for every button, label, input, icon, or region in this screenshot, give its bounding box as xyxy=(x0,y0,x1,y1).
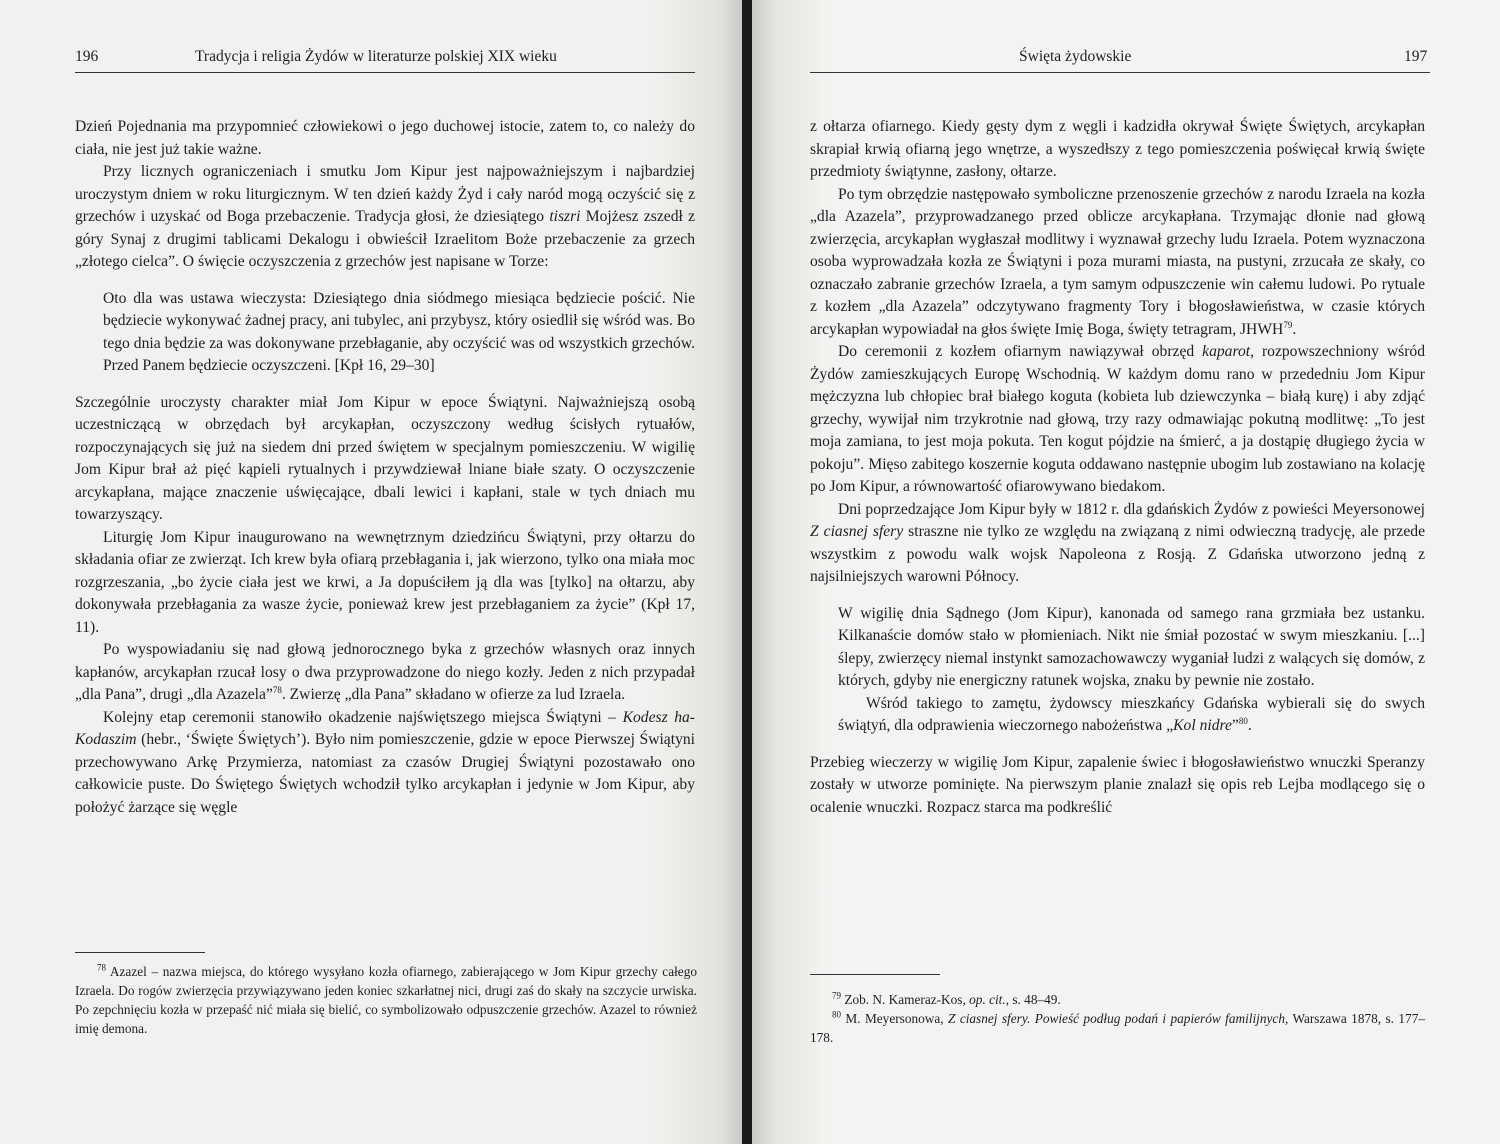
paragraph-text: Po wyspowiadaniu się nad głową jednorocznego byka z grzechów własnych oraz innych kapłanów, arcykapłan rzucał losy o dwa przyprowadzone do niego kozły. Jeden z nich przypadał „dla Pana”, drugi „dla Azazela” xyxy=(75,641,695,703)
italic-term: op. cit. xyxy=(969,992,1006,1007)
italic-term: kaparot xyxy=(1202,343,1251,360)
book-gutter xyxy=(742,0,752,1144)
right-body-text xyxy=(810,116,1425,819)
italic-term: Kol nidre xyxy=(1173,717,1232,734)
paragraph-text: . Zwierzę „dla Pana” składano w ofierze za lud Izraela. xyxy=(281,686,626,703)
footnote-rule-left xyxy=(75,952,205,953)
paragraph: Liturgię Jom Kipur inaugurowano na wewnętrznym dziedzińcu Świątyni, przy ołtarzu do składania ofiar ze zwierząt. Ich krew była ofiarą przebłagania i, jak wierzono, tylko ona miała moc rozgrzeszania, „bo życie ciała jest we krwi, a Ja dopuściłem ją dla was [tylko] na ołtarzu, aby dokonywała przebłagania za wasze życie, ponieważ krew jest przebłaganiem za życie” (Kpł 17, 11). xyxy=(75,528,695,636)
footnote-80 xyxy=(810,1009,1425,1047)
footnote-text: , s. 48–49. xyxy=(1005,992,1061,1007)
paragraph: Dzień Pojednania ma przypomnieć człowiekowi o jego duchowej istocie, zatem to, co należy do ciała, nie jest już takie ważne. xyxy=(75,118,695,158)
quote-paragraph: W wigilię dnia Sądnego (Jom Kipur), kanonada od samego rana grzmiała bez ustanku. Kilkanaście domów stało w płomieniach. Nikt nie śmiał pozostać w swym mieszkaniu. [...] ślepy, zwierzęcy niemal instynkt samozachowawczy wyganiał ludzi z walących się domów, z których, gdyby nie energiczny ratunek wojska, znaku by pewnie nie zostało. xyxy=(838,604,1425,689)
header-rule-left xyxy=(75,72,695,73)
right-page xyxy=(752,0,1500,1144)
footnote-number: 78 xyxy=(97,962,106,973)
footnote-rule-right xyxy=(810,974,940,975)
footnote-79 xyxy=(810,990,1425,1009)
left-body-text xyxy=(75,116,695,819)
footnote-78 xyxy=(75,962,697,1038)
quote-text: Wśród takiego to zamętu, żydowscy mieszkańcy Gdańska wybierali się do swych świątyń, dla odprawienia wieczornego nabożeństwa „ xyxy=(838,694,1425,734)
book-title: Z ciasnej sfery xyxy=(810,523,904,540)
italic-term: tiszri xyxy=(549,208,581,225)
running-title-left: Tradycja i religia Żydów w literaturze polskiej XIX wieku xyxy=(195,48,557,65)
running-title-right: Święta żydowskie xyxy=(1019,48,1132,65)
quote-text: . xyxy=(1247,717,1252,734)
paragraph xyxy=(810,499,1425,589)
paragraph-text: Do ceremonii z kozłem ofiarnym nawiązywał obrzęd xyxy=(838,343,1203,360)
quote-paragraph xyxy=(838,693,1425,738)
italic-term: Kodesz ha-Kodaszim xyxy=(75,708,695,748)
book-title: Z ciasnej sfery. Powieść podług podań i papierów familijnych xyxy=(948,1011,1285,1026)
left-page xyxy=(0,0,742,1144)
paragraph xyxy=(75,707,695,820)
footnotes-left xyxy=(75,962,697,1038)
paragraph xyxy=(810,341,1425,499)
paragraph xyxy=(75,161,695,274)
footnote-number: 79 xyxy=(832,990,841,1001)
paragraph-text: Przy licznych ograniczeniach i smutku Jom Kipur jest najpoważniejszym i najbardziej uroczystym dniem w roku liturgicznym. W ten dzień każdy Żyd i cały naród mogą oczyścić się z grzechów i uzyskać od Boga przebaczenie. Tradycja głosi, że dziesiątego tiszri Mojżesz zszedł z góry Synaj z drugimi tablicami Dekalogu i obwieścił Izraelitom Boże przebaczenie za grzech „złotego cielca”. O święcie oczyszczenia z grzechów jest napisane w Torze: xyxy=(75,163,695,270)
paragraph: Szczególnie uroczysty charakter miał Jom Kipur w epoce Świątyni. Najważniejszą osobą uczestniczącą w obrzędach był arcykapłan, oczyszczony według ścisłych rytuałów, rozpoczynających się już na siedem dni przed świętem w specjalnym pomieszczeniu. W wigilię Jom Kipur brał aż pięć kąpieli rytualnych i przywdziewał lniane białe szaty. O oczyszczenie arcykapłana, mające znaczenie uświęcające, dbali lewici i kapłani, stale w tych dniach mu towarzyszący. xyxy=(75,393,695,523)
paragraph: Przebieg wieczerzy w wigilię Jom Kipur, zapalenie świec i błogosławieństwo wnuczki Speranzy zostały w utworze pominięte. Na pierwszym planie znalazł się opis reb Lejba modlącego się o ocalenie wnuczki. Rozpacz starca ma podkreślić xyxy=(810,753,1425,816)
block-quote: Oto dla was ustawa wieczysta: Dziesiątego dnia siódmego miesiąca będziecie pościć. Nie będziecie wykonywać żadnej pracy, ani tubylec, ani przybysz, który osiedlił się wśród was. Bo tego dnia będzie za was dokonywane przebłaganie, aby oczyścić was od wszystkich grzechów. Przed Panem będziecie oczyszczeni. [Kpł 16, 29–30] xyxy=(103,289,695,374)
paragraph-text: , rozpowszechniony wśród Żydów zamieszkujących Europę Wschodnią. W każdym domu rano w przededniu Jom Kipur mężczyzna lub chłopiec brał białego koguta (kobieta lub dziewczynka – białą kurę) i aby zdjąć grzechy, wywijał nim trzykrotnie nad głową, trzy razy odmawiając pokutną modlitwę: „To jest moja zamiana, to jest moja pokuta. Ten kogut pójdzie na śmierć, a ja dostąpię długiego życia w pokoju”. Mięso zabitego koszernie koguta oddawano następnie ubogim lub zostawiano na kolację po Jom Kipur, a równowartość ofiarowywano biedakom. xyxy=(810,343,1425,495)
footnotes-right xyxy=(810,990,1425,1047)
page-number-right: 197 xyxy=(1404,48,1428,65)
footnote-ref-79[interactable]: 79 xyxy=(1283,319,1293,330)
paragraph-text: (hebr., ‘Święte Świętych’). Było nim pomieszczenie, gdzie w epoce Pierwszej Świątyni przechowywano Arkę Przymierza, natomiast za czasów Drugiej Świątyni pozostawało ono całkowicie puste. Do Świętego Świętych wchodził tylko arcykapłan i jedynie w Jom Kipur, aby położyć żarzące się węgle xyxy=(75,731,695,816)
footnote-text: M. Meyersonowa, xyxy=(845,1011,949,1026)
footnote-text: Zob. N. Kameraz-Kos, xyxy=(844,992,970,1007)
paragraph-text: Kolejny etap ceremonii stanowiło okadzenie najświętszego miejsca Świątyni – xyxy=(103,708,623,726)
paragraph: Po tym obrzędzie następowało symboliczne przenoszenie grzechów z narodu Izraela na kozła „dla Azazela”, przyprowadzanego przed oblicze arcykapłana. Trzymając dłonie nad głową zwierzęcia, arcykapłan wygłaszał modlitwy i wyznawał grzechy ludu Izraela. Potem wyznaczona osoba wyprowadzała kozła ze Świątyni i poza murami miasta, na pustyni, zrzucała ze skały, co oznaczało zabranie grzechów Izraela, a tym samym odpuszczenie win całemu ludowi. Po rytuale z kozłem „dla Azazela” odczytywano fragmenty Tory i błogosławieństwa, w czasie których arcykapłan wypowiadał na głos święte Imię Boga, święty tetragram, JHWH$^{79}$. xyxy=(810,185,1425,338)
footnote-number: 80 xyxy=(832,1009,841,1020)
block-quote xyxy=(838,603,1425,738)
quote-text: ” xyxy=(1231,717,1239,734)
paragraph xyxy=(75,639,695,707)
footnote-text: Azazel – nazwa miejsca, do którego wysyłano kozła ofiarnego, zabierającego w Jom Kipur grzechy całego Izraela. Do rogów zwierzęcia przywiązywano jeden koniec szkarłatnej nici, drugi zaś do skały na szczycie urwiska. Po zepchnięciu kozła w przepaść nić miała się bielić, co symbolizowało odpuszczenie grzechów. Azazel to również imię demona. xyxy=(75,964,697,1036)
footnote-text: , Warszawa 1878, s. 177–178. xyxy=(810,1011,1425,1045)
header-rule-right xyxy=(810,72,1430,73)
paragraph-text: Dni poprzedzające Jom Kipur były w 1812 r. dla gdańskich Żydów z powieści Meyersonowej xyxy=(838,500,1425,518)
footnote-ref-78[interactable]: 78 xyxy=(272,684,282,695)
paragraph-text: straszne nie tylko ze względu na związaną z nimi odwieczną tradycję, ale przede wszystkim z powodu walk wojsk Napoleona z Rosją. Z Gdańska utworzono jedną z najsilniejszych warowni Północy. xyxy=(810,523,1425,585)
paragraph-text: Po tym obrzędzie następowało symboliczne przenoszenie grzechów z narodu Izraela na kozła „dla Azazela”, przyprowadzanego przed oblicze arcykapłana. Trzymając dłonie nad głową zwierzęcia, arcykapłan wygłaszał modlitwy i wyznawał grzechy ludu Izraela. Potem wyznaczona osoba wyprowadzała kozła ze Świątyni i poza murami miasta, na pustyni, zrzucała ze skały, co oznaczało zabranie grzechów Izraela, a tym samym odpuszczenie win całemu ludowi. Po rytuale z kozłem „dla Azazela” odczytywano fragmenty Tory i błogosławieństwa, w czasie których arcykapłan wypowiadał na głos święte Imię Boga, święty tetragram, JHWH xyxy=(810,185,1425,338)
page-number-left: 196 xyxy=(75,48,99,65)
footnote-ref-80[interactable]: 80 xyxy=(1238,715,1248,726)
paragraph: z ołtarza ofiarnego. Kiedy gęsty dym z węgli i kadzidła okrywał Święte Świętych, arcykapłan skrapiał krwią ofiarną jego wnętrze, a wyszedłszy z tego pomieszczenia poświęcał krwią święte przedmioty świątynne, zasłony, ołtarze. xyxy=(810,118,1425,180)
